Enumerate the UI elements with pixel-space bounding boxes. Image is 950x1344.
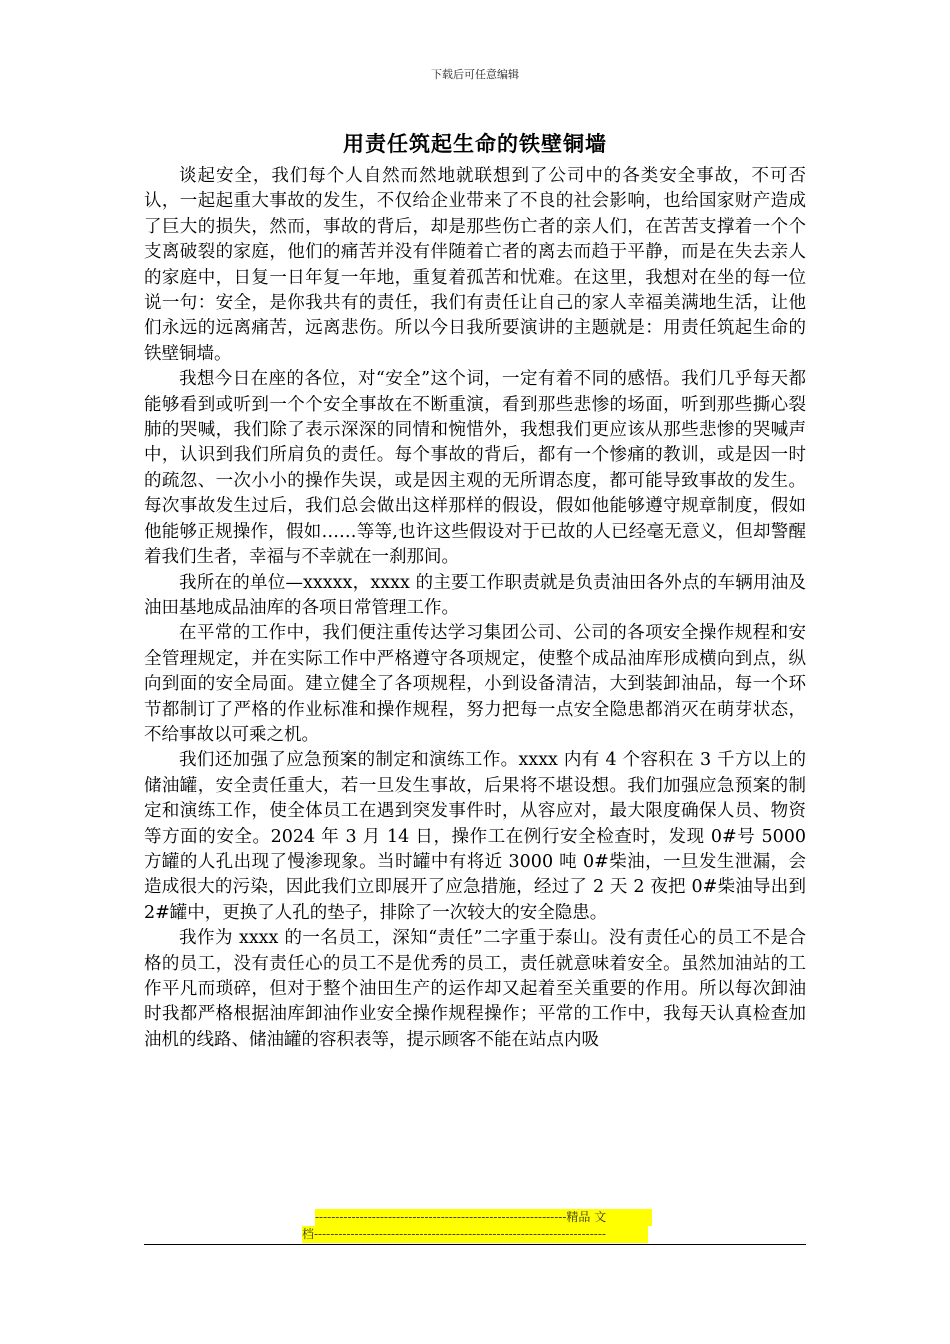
document-body <box>144 164 806 1053</box>
paragraph-1: 谈起安全，我们每个人自然而然地就联想到了公司中的各类安全事故，不可否认，一起起重大事故的发生，不仅给企业带来了不良的社会影响，也给国家财产造成了巨大的损失，然而，事故的背后，却是那些伤亡者的亲人们，在苦苦支撑着一个个支离破裂的家庭，他们的痛苦并没有伴随着亡者的离去而趋于平静，而是在失去亲人的家庭中，日复一日年复一年地，重复着孤苦和忧难。在这里，我想对在坐的每一位说一句：安全，是你我共有的责任，我们有责任让自己的家人幸福美满地生活，让他们永远的远离痛苦，远离悲伤。所以今日我所要演讲的主题就是：用责任筑起生命的铁壁铜墙。 <box>144 166 806 364</box>
header-note: 下载后可任意编辑 <box>431 68 519 81</box>
paragraph-6: 我作为 xxxx 的一名员工，深知“责任”二字重于泰山。没有责任心的员工不是合格的员工，没有责任心的员工不是优秀的员工，责任就意味着安全。虽然加油站的工作平凡而琐碎，但对于整个油田生产的运作却又起着至关重要的作用。所以每次卸油时我都严格根据油库卸油作业安全操作规程操作；平常的工作中，我每天认真检查加油机的线路、储油罐的容积表等，提示顾客不能在站点内吸 <box>144 928 806 1050</box>
footer-banner <box>302 1209 652 1243</box>
document-title: 用责任筑起生命的铁壁铜墙 <box>343 131 607 156</box>
footer-banner-line-1: --------------------------------------------------------------精品 文 <box>315 1209 652 1226</box>
paragraph-5: 我们还加强了应急预案的制定和演练工作。xxxx 内有 4 个容积在 3 千方以上的储油罐，安全责任重大，若一旦发生事故，后果将不堪设想。我们加强应急预案的制定和演练工作，使全体员工在遇到突发事件时，从容应对，最大限度确保人员、物资等方面的安全。2024 年 3 月 14 日，操作工在例行安全检查时，发现 0#号 5000 方罐的人孔出现了慢渗现象。当时罐中有将近 3000 吨 0#柴油，一旦发生泄漏，会造成很大的污染，因此我们立即展开了应急措施，经过了 2 天 2 夜把 0#柴油导出到 2#罐中，更换了人孔的垫子，排除了一次较大的安全隐患。 <box>144 750 806 923</box>
paragraph-2: 我想今日在座的各位，对“安全”这个词，一定有着不同的感悟。我们几乎每天都能够看到或听到一个个安全事故在不断重演，看到那些悲惨的场面，听到那些撕心裂肺的哭喊，我们除了表示深深的同情和惋惜外，我想我们更应该从那些悲惨的哭喊声中，认识到我们所肩负的责任。每个事故的背后，都有一个惨痛的教训，或是因一时的疏忽、一次小小的操作失误，或是因主观的无所谓态度，都可能导致事故的发生。每次事故发生过后，我们总会做出这样那样的假设，假如他能够遵守规章制度，假如他能够正规操作，假如……等等,也许这些假设对于已故的人已经毫无意义，但却警醒着我们生者，幸福与不幸就在一刹那间。 <box>144 369 806 568</box>
footer-banner-line-2: 档------------------------------------------------------------------------ <box>302 1226 648 1243</box>
paragraph-3: 我所在的单位—xxxxx，xxxx 的主要工作职责就是负责油田各外点的车辆用油及油田基地成品油库的各项日常管理工作。 <box>144 572 806 618</box>
paragraph-4: 在平常的工作中，我们便注重传达学习集团公司、公司的各项安全操作规程和安全管理规定，并在实际工作中严格遵守各项规定，使整个成品油库形成横向到点，纵向到面的安全局面。建立健全了各项规程，小到设备清洁，大到装卸油品，每一个环节都制订了严格的作业标准和操作规程，努力把每一点安全隐患都消灭在萌芽状态，不给事故以可乘之机。 <box>144 623 806 745</box>
footer-divider <box>144 1244 806 1245</box>
